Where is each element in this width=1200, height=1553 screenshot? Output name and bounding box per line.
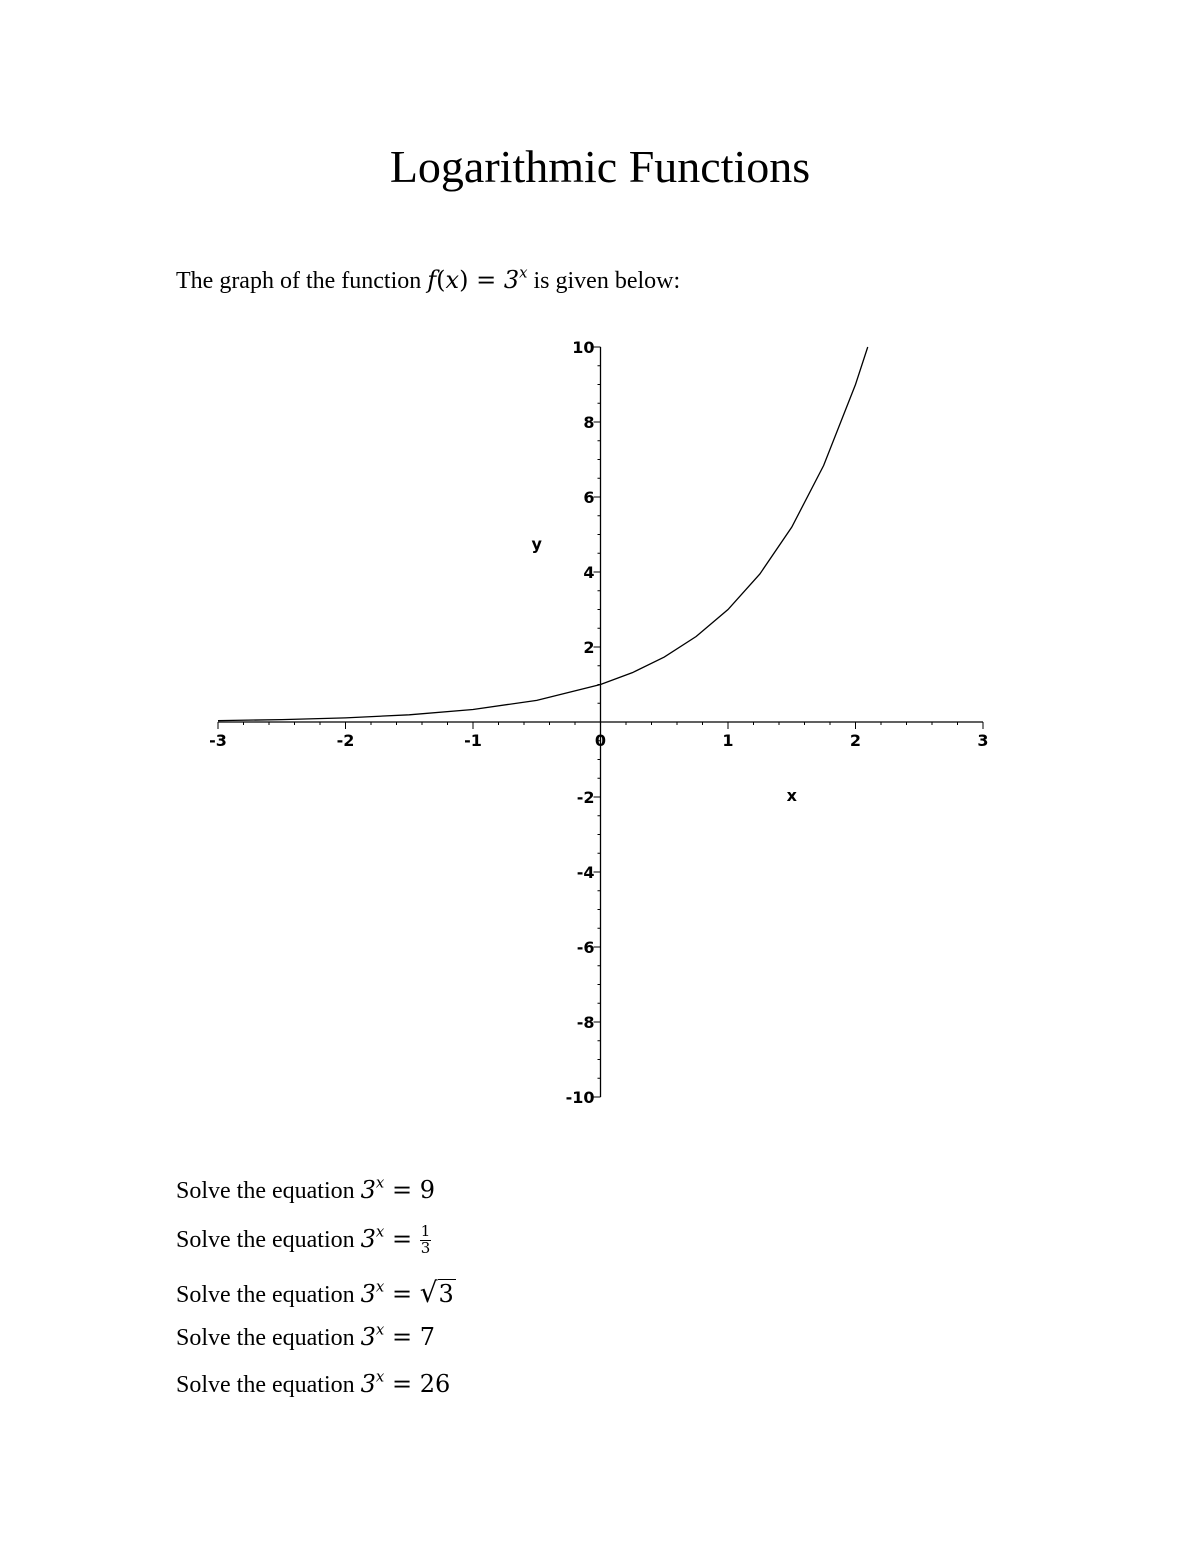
equation-1-equals: = (391, 1176, 413, 1204)
equation-2-prefix: Solve the equation (176, 1226, 355, 1253)
equation-5-math (360, 1367, 451, 1398)
equation-1-rhs: 9 (419, 1176, 435, 1204)
equation-5-rhs: 26 (419, 1370, 451, 1398)
y-tick-label: 6 (583, 488, 595, 507)
x-tick-label: -2 (336, 731, 355, 750)
equation-2-exponent: x (375, 1222, 385, 1241)
y-tick-label: 2 (583, 638, 595, 657)
function-variable: x (445, 266, 460, 294)
intro-text-before: The graph of the function (176, 268, 422, 294)
equals-sign: = (468, 266, 504, 294)
x-tick-label: 1 (722, 731, 734, 750)
page-title: Logarithmic Functions (389, 141, 811, 192)
equation-1-exponent: x (375, 1173, 385, 1192)
intro-text-after: is given below: (533, 268, 681, 294)
fraction-denominator: 3 (420, 1238, 431, 1257)
function-exponent: x (519, 263, 528, 282)
equation-3-base: 3 (360, 1280, 376, 1308)
square-root-radicand: 3 (438, 1280, 454, 1308)
paren-close: ) (459, 266, 469, 294)
y-axis-label: y (531, 534, 542, 554)
equation-2 (176, 1224, 431, 1257)
equation-5 (176, 1367, 451, 1399)
exponential-graph (190, 330, 1010, 1120)
function-base: 3 (503, 266, 520, 294)
equation-1 (176, 1173, 435, 1205)
y-tick-label: -8 (576, 1013, 595, 1032)
equation-5-base: 3 (360, 1370, 376, 1398)
equation-2-base: 3 (360, 1224, 376, 1253)
equation-3 (176, 1276, 456, 1309)
equation-5-prefix: Solve the equation (176, 1372, 355, 1398)
square-root-sign: √ (419, 1276, 438, 1309)
equation-5-equals: = (391, 1370, 413, 1398)
y-tick-label: 8 (583, 413, 595, 432)
equation-4-equals: = (391, 1323, 413, 1351)
equation-4-prefix: Solve the equation (176, 1325, 355, 1351)
x-tick-label: 0 (594, 731, 607, 750)
equation-1-prefix: Solve the equation (176, 1178, 355, 1204)
y-tick-label: -10 (565, 1088, 595, 1107)
y-tick-label: 10 (572, 338, 595, 357)
y-tick-label: -6 (576, 938, 595, 957)
equation-3-equals: = (391, 1280, 413, 1308)
x-tick-label: 3 (977, 731, 989, 750)
equation-4-base: 3 (360, 1323, 376, 1351)
function-curve (218, 347, 868, 721)
equation-4-rhs: 7 (419, 1323, 435, 1351)
function-name: f (427, 266, 437, 294)
equation-2-math (360, 1222, 432, 1257)
equation-1-base: 3 (360, 1176, 376, 1204)
x-tick-label: -1 (464, 731, 482, 750)
equation-5-exponent: x (375, 1367, 385, 1386)
paren-open: ( (436, 266, 446, 294)
x-tick-label: 2 (849, 731, 862, 750)
y-tick-label: -4 (576, 863, 595, 882)
equation-3-prefix: Solve the equation (176, 1282, 355, 1308)
y-tick-label: -2 (576, 788, 595, 807)
x-tick-label: -3 (209, 731, 227, 750)
intro-sentence (176, 263, 681, 295)
equation-2-fraction (420, 1224, 432, 1257)
fraction-numerator: 1 (420, 1222, 431, 1240)
equation-4 (176, 1320, 435, 1352)
function-expression (427, 263, 528, 294)
equation-3-exponent: x (375, 1277, 385, 1296)
equation-1-math (360, 1173, 435, 1204)
equation-4-exponent: x (375, 1320, 385, 1339)
equation-3-math (360, 1276, 456, 1309)
x-axis-label: x (786, 785, 797, 805)
equation-2-equals: = (391, 1224, 413, 1253)
equation-4-math (360, 1320, 435, 1351)
y-tick-label: 4 (583, 563, 595, 582)
